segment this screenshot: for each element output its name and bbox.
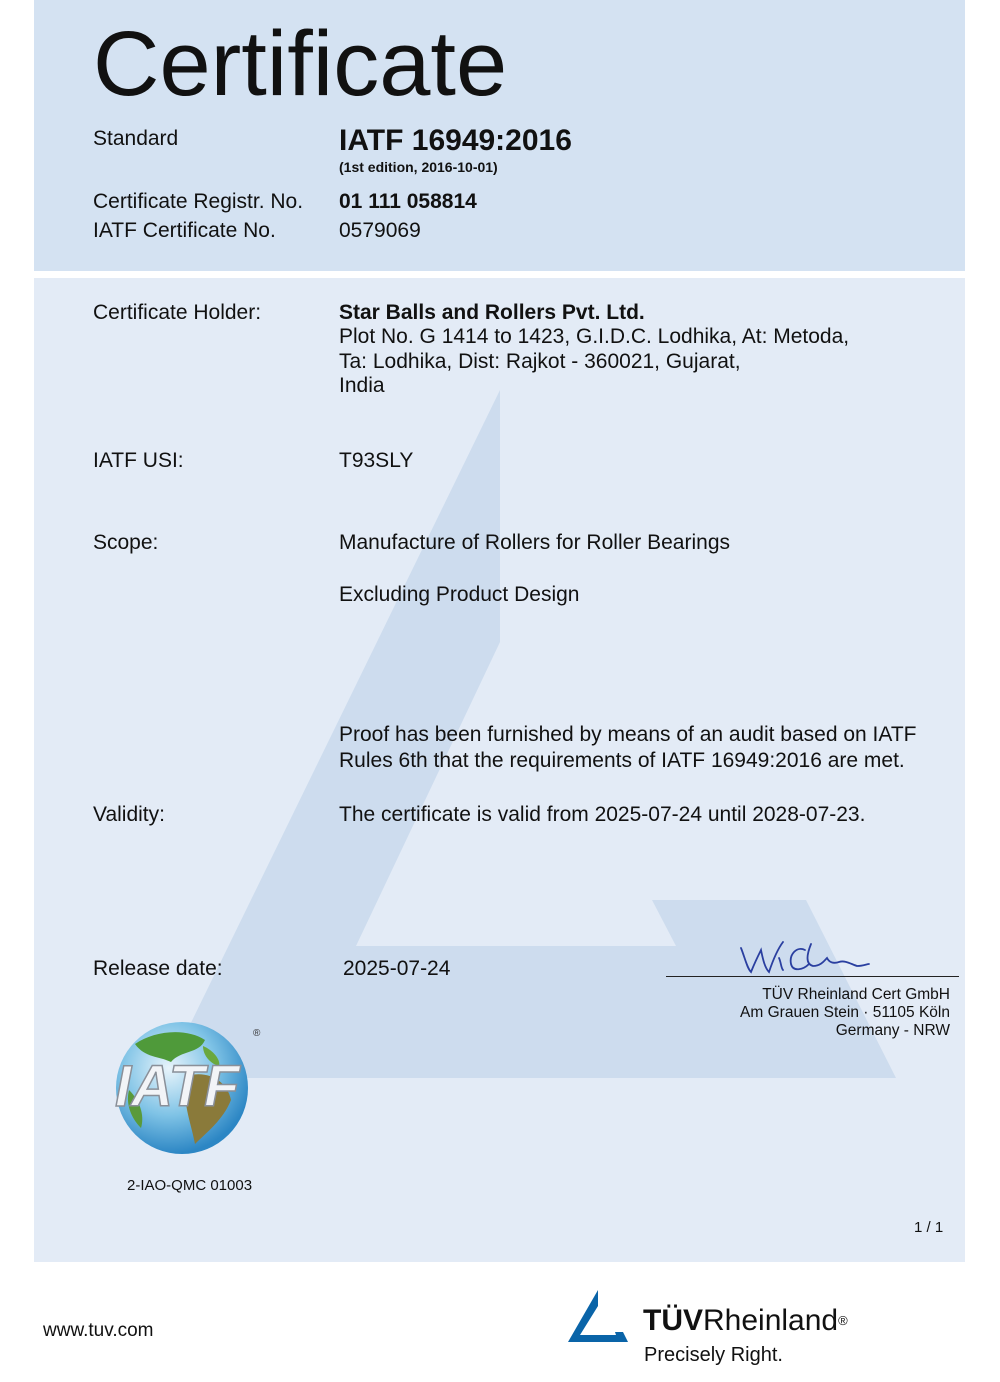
iatf-logo-text: IATF <box>115 1054 240 1119</box>
certificate-title: Certificate <box>93 13 508 115</box>
iatf-cert-value: 0579069 <box>339 219 421 242</box>
release-value: 2025-07-24 <box>343 957 451 980</box>
address-line: India <box>339 374 385 397</box>
iatf-registered-mark: ® <box>253 1028 261 1039</box>
tuv-brand <box>643 1304 848 1338</box>
address-line: Plot No. G 1414 to 1423, G.I.D.C. Lodhika, At: Metoda, <box>339 325 850 348</box>
registration-label: Certificate Registr. No. <box>93 190 304 213</box>
iatf-cert-label: IATF Certificate No. <box>93 219 276 242</box>
issuer-line: Germany - NRW <box>835 1022 950 1039</box>
tuv-registered-mark: ® <box>838 1313 848 1328</box>
holder-name: Star Balls and Rollers Pvt. Ltd. <box>339 301 645 324</box>
iatf-logo <box>95 1010 270 1160</box>
page-number: 1 / 1 <box>914 1219 944 1236</box>
issuer-line: Am Grauen Stein · 51105 Köln <box>740 1004 950 1021</box>
validity-label: Validity: <box>93 803 165 826</box>
address-line: Ta: Lodhika, Dist: Rajkot - 360021, Gujarat, <box>339 349 741 373</box>
issuer-line: TÜV Rheinland Cert GmbH <box>762 986 950 1003</box>
iatf-code: 2-IAO-QMC 01003 <box>127 1177 253 1194</box>
standard-label: Standard <box>93 127 179 150</box>
holder-address <box>339 325 849 399</box>
usi-value: T93SLY <box>339 449 414 472</box>
proof-line-2: Rules 6th that the requirements of IATF 16949:2016 are met. <box>339 749 905 772</box>
signature-line <box>666 976 959 977</box>
release-label: Release date: <box>93 957 223 980</box>
scope-label: Scope: <box>93 531 159 554</box>
website-link[interactable]: www.tuv.com <box>43 1320 154 1341</box>
issuer-address <box>740 986 950 1040</box>
tuv-brand-light: Rheinland <box>703 1304 839 1337</box>
validity-value: The certificate is valid from 2025-07-24 until 2028-07-23. <box>339 803 866 826</box>
standard-edition: (1st edition, 2016-10-01) <box>339 159 498 175</box>
signature <box>735 936 875 978</box>
scope-exclusion: Excluding Product Design <box>339 583 580 606</box>
proof-line-1: Proof has been furnished by means of an audit based on IATF <box>339 723 917 746</box>
tuv-tagline: Precisely Right. <box>644 1344 783 1366</box>
scope-value: Manufacture of Rollers for Roller Bearings <box>339 531 731 554</box>
registration-value: 01 111 058814 <box>339 190 477 213</box>
standard-value: IATF 16949:2016 <box>339 124 572 157</box>
holder-label: Certificate Holder: <box>93 301 262 324</box>
tuv-triangle-icon <box>566 1288 630 1344</box>
usi-label: IATF USI: <box>93 449 184 472</box>
tuv-brand-bold: TÜV <box>643 1304 703 1337</box>
